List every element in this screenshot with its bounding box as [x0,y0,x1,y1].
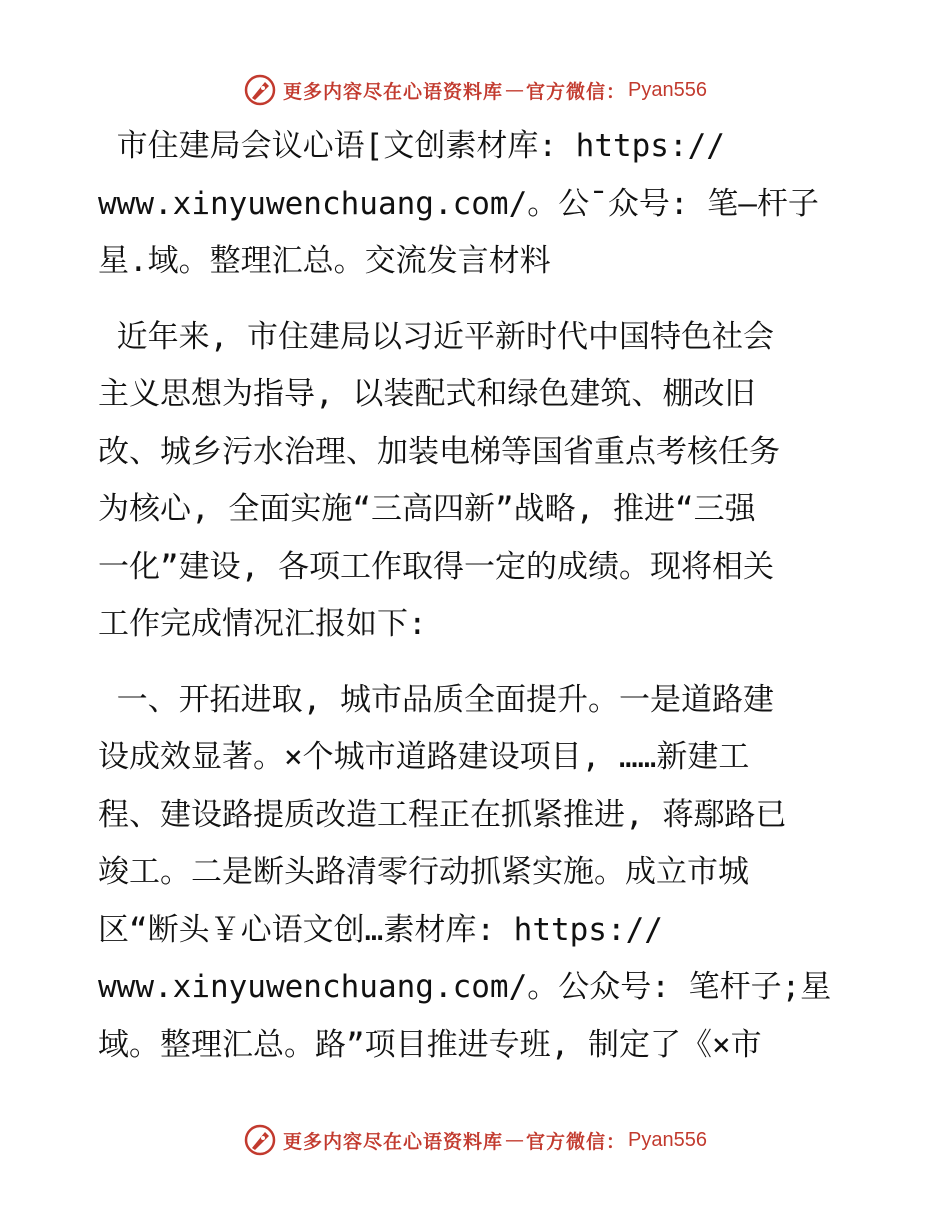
text-line: www.xinyuwenchuang.com/。公众号: 笔杆子;星 [98,969,832,1005]
document-body [98,118,858,1092]
banner-label: 官方微信： [526,80,627,103]
banner-main-text: 更多内容尽在心语资料库 [283,1130,504,1153]
watermark-banner-bottom [0,1120,950,1160]
banner-dash: — [505,1129,525,1151]
text-line: 星.域。整理汇总。交流发言材料 [98,243,551,279]
banner-wechat-id: Pyan556 [628,78,707,101]
banner-main-text: 更多内容尽在心语资料库 [283,80,504,103]
banner-label: 官方微信： [526,1130,627,1153]
text-line: www.xinyuwenchuang.com/。公¯众号: 笔—杆子 [98,185,819,222]
text-line: 竣工。二是断头路清零行动抓紧实施。成立市城 [98,854,749,890]
text-line: 市住建局会议心语[文创素材库: https:// [98,128,725,164]
text-line: 一化”建设, 各项工作取得一定的成绩。现将相关 [98,548,774,585]
paragraph-title [98,118,858,291]
paragraph-section-one [98,672,858,1075]
banner-dash: — [505,79,525,101]
text-line: 主义思想为指导, 以装配式和绿色建筑、棚改旧 [98,376,756,412]
text-line: 设成效显著。×个城市道路建设项目, ……新建工 [98,739,750,775]
text-line: 工作完成情况汇报如下: [98,606,427,642]
text-line: 区“断头￥心语文创…素材库: https:// [98,911,663,948]
text-line: 改、城乡污水治理、加装电梯等国省重点考核任务 [98,433,780,470]
text-line: 近年来, 市住建局以习近平新时代中国特色社会 [98,318,774,355]
banner-wechat-id: Pyan556 [628,1128,707,1151]
watermark-banner-top [0,70,950,110]
text-line: 为核心, 全面实施“三高四新”战略, 推进“三强 [98,491,756,527]
pen-nib-logo-icon [243,73,277,107]
text-line: 域。整理汇总。路”项目推进专班, 制定了《×市 [98,1026,762,1063]
paragraph-intro [98,309,858,654]
text-line: 一、开拓进取, 城市品质全面提升。一是道路建 [98,681,774,718]
text-line: 程、建设路提质改造工程正在抓紧推进, 蒋鄢路已 [98,796,787,833]
pen-nib-logo-icon [243,1123,277,1157]
